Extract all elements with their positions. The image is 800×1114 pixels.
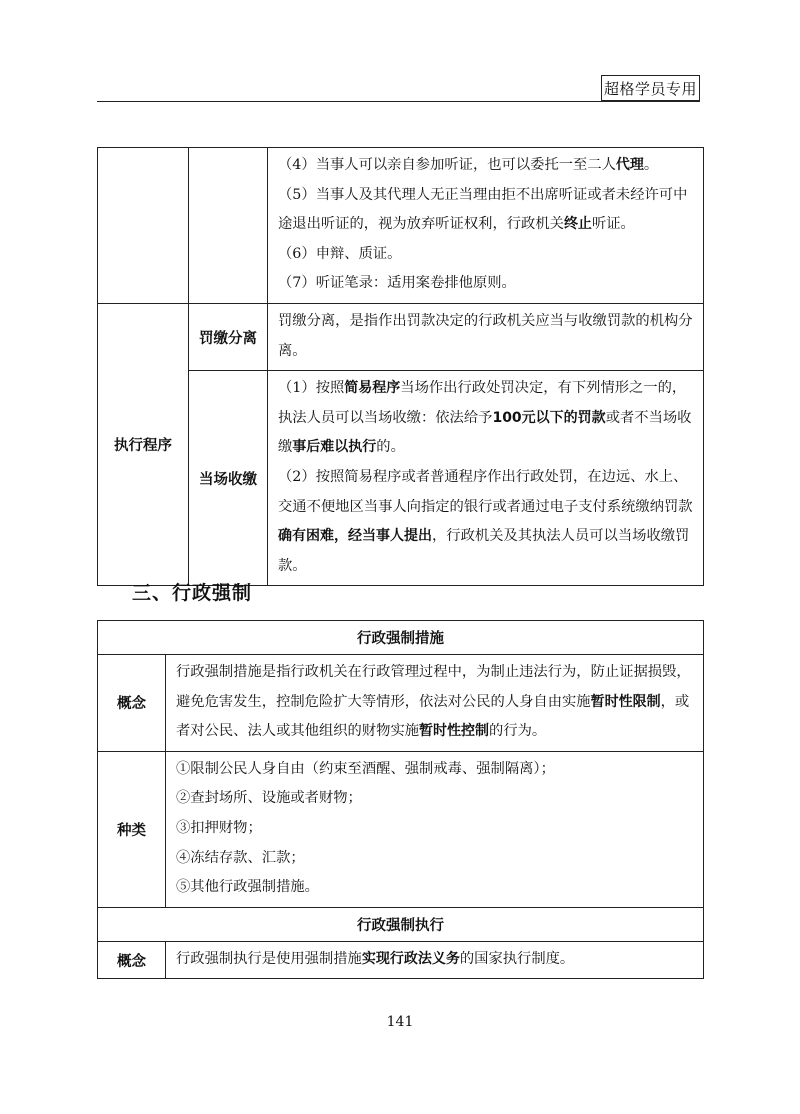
type-item: ④冻结存款、汇款；	[176, 849, 305, 866]
onsite-collection-label: 当场收缴	[189, 371, 268, 586]
measures-concept-text: 行政强制措施是指行政机关在行政管理过程中，为制止违法行为，防止证据损毁，避免危害发生，控制危险扩大等情形，依法对公民的人身自由实施暂时性限制，或者对公民、法人或其他组织的财物实施暂时性控制的行为。	[166, 655, 704, 752]
execution-header-row	[98, 907, 704, 941]
types-label: 种类	[98, 751, 166, 907]
procedure-table	[97, 147, 704, 586]
execution-procedure-label: 执行程序	[98, 303, 189, 585]
section-title: 三、行政强制	[132, 582, 253, 604]
member-only-badge: 超格学员专用	[601, 75, 700, 101]
measures-header-row	[98, 621, 704, 655]
hearing-item: （7）听证笔录：适用案卷排他原则。	[278, 275, 516, 292]
measures-header: 行政强制措施	[98, 621, 704, 655]
execution-concept-row	[98, 941, 704, 979]
separation-label: 罚缴分离	[189, 303, 268, 370]
execution-concept-text: 行政强制执行是使用强制措施实现行政法义务的国家执行制度。	[166, 941, 704, 979]
onsite-collection-text	[268, 371, 704, 586]
hearing-items-cell	[268, 148, 704, 304]
administrative-coercion-table	[97, 620, 704, 979]
concept-label: 概念	[98, 655, 166, 752]
separation-text: 罚缴分离，是指作出罚款决定的行政机关应当与收缴罚款的机构分离。	[268, 303, 704, 370]
type-item: ①限制公民人身自由（约束至酒醒、强制戒毒、强制隔离）；	[176, 760, 555, 777]
header-rule	[97, 101, 700, 102]
onsite-paragraph-1: （1）按照简易程序当场作出行政处罚决定，有下列情形之一的，执法人员可以当场收缴：依法给予100元以下的罚款或者不当场收缴事后难以执行的。	[278, 380, 692, 456]
hearing-item: （5）当事人及其代理人无正当理由拒不出席听证或者未经许可中途退出听证的，视为放弃听证权利，行政机关终止听证。	[278, 186, 688, 233]
onsite-paragraph-2: （2）按照简易程序或者普通程序作出行政处罚，在边远、水上、交通不便地区当事人向指定的银行或者通过电子支付系统缴纳罚款确有困难，经当事人提出，行政机关及其执法人员可以当场收缴罚款。	[278, 468, 693, 574]
page-number: 141	[386, 1014, 414, 1030]
type-item: ③扣押财物；	[176, 819, 262, 836]
empty-cell	[98, 148, 189, 304]
measures-concept-row	[98, 655, 704, 752]
hearing-item: （6）申辩、质证。	[278, 245, 402, 262]
type-item: ⑤其他行政强制措施。	[176, 879, 319, 896]
type-item: ②查封场所、设施或者财物；	[176, 790, 362, 807]
concept-label: 概念	[98, 941, 166, 979]
onsite-row	[98, 371, 704, 586]
types-list	[166, 751, 704, 907]
hearing-row	[98, 148, 704, 304]
hearing-item: （4）当事人可以亲自参加听证，也可以委托一至二人代理。	[278, 157, 659, 173]
separation-row	[98, 303, 704, 370]
empty-cell	[189, 148, 268, 304]
measures-types-row	[98, 751, 704, 907]
execution-header: 行政强制执行	[98, 907, 704, 941]
